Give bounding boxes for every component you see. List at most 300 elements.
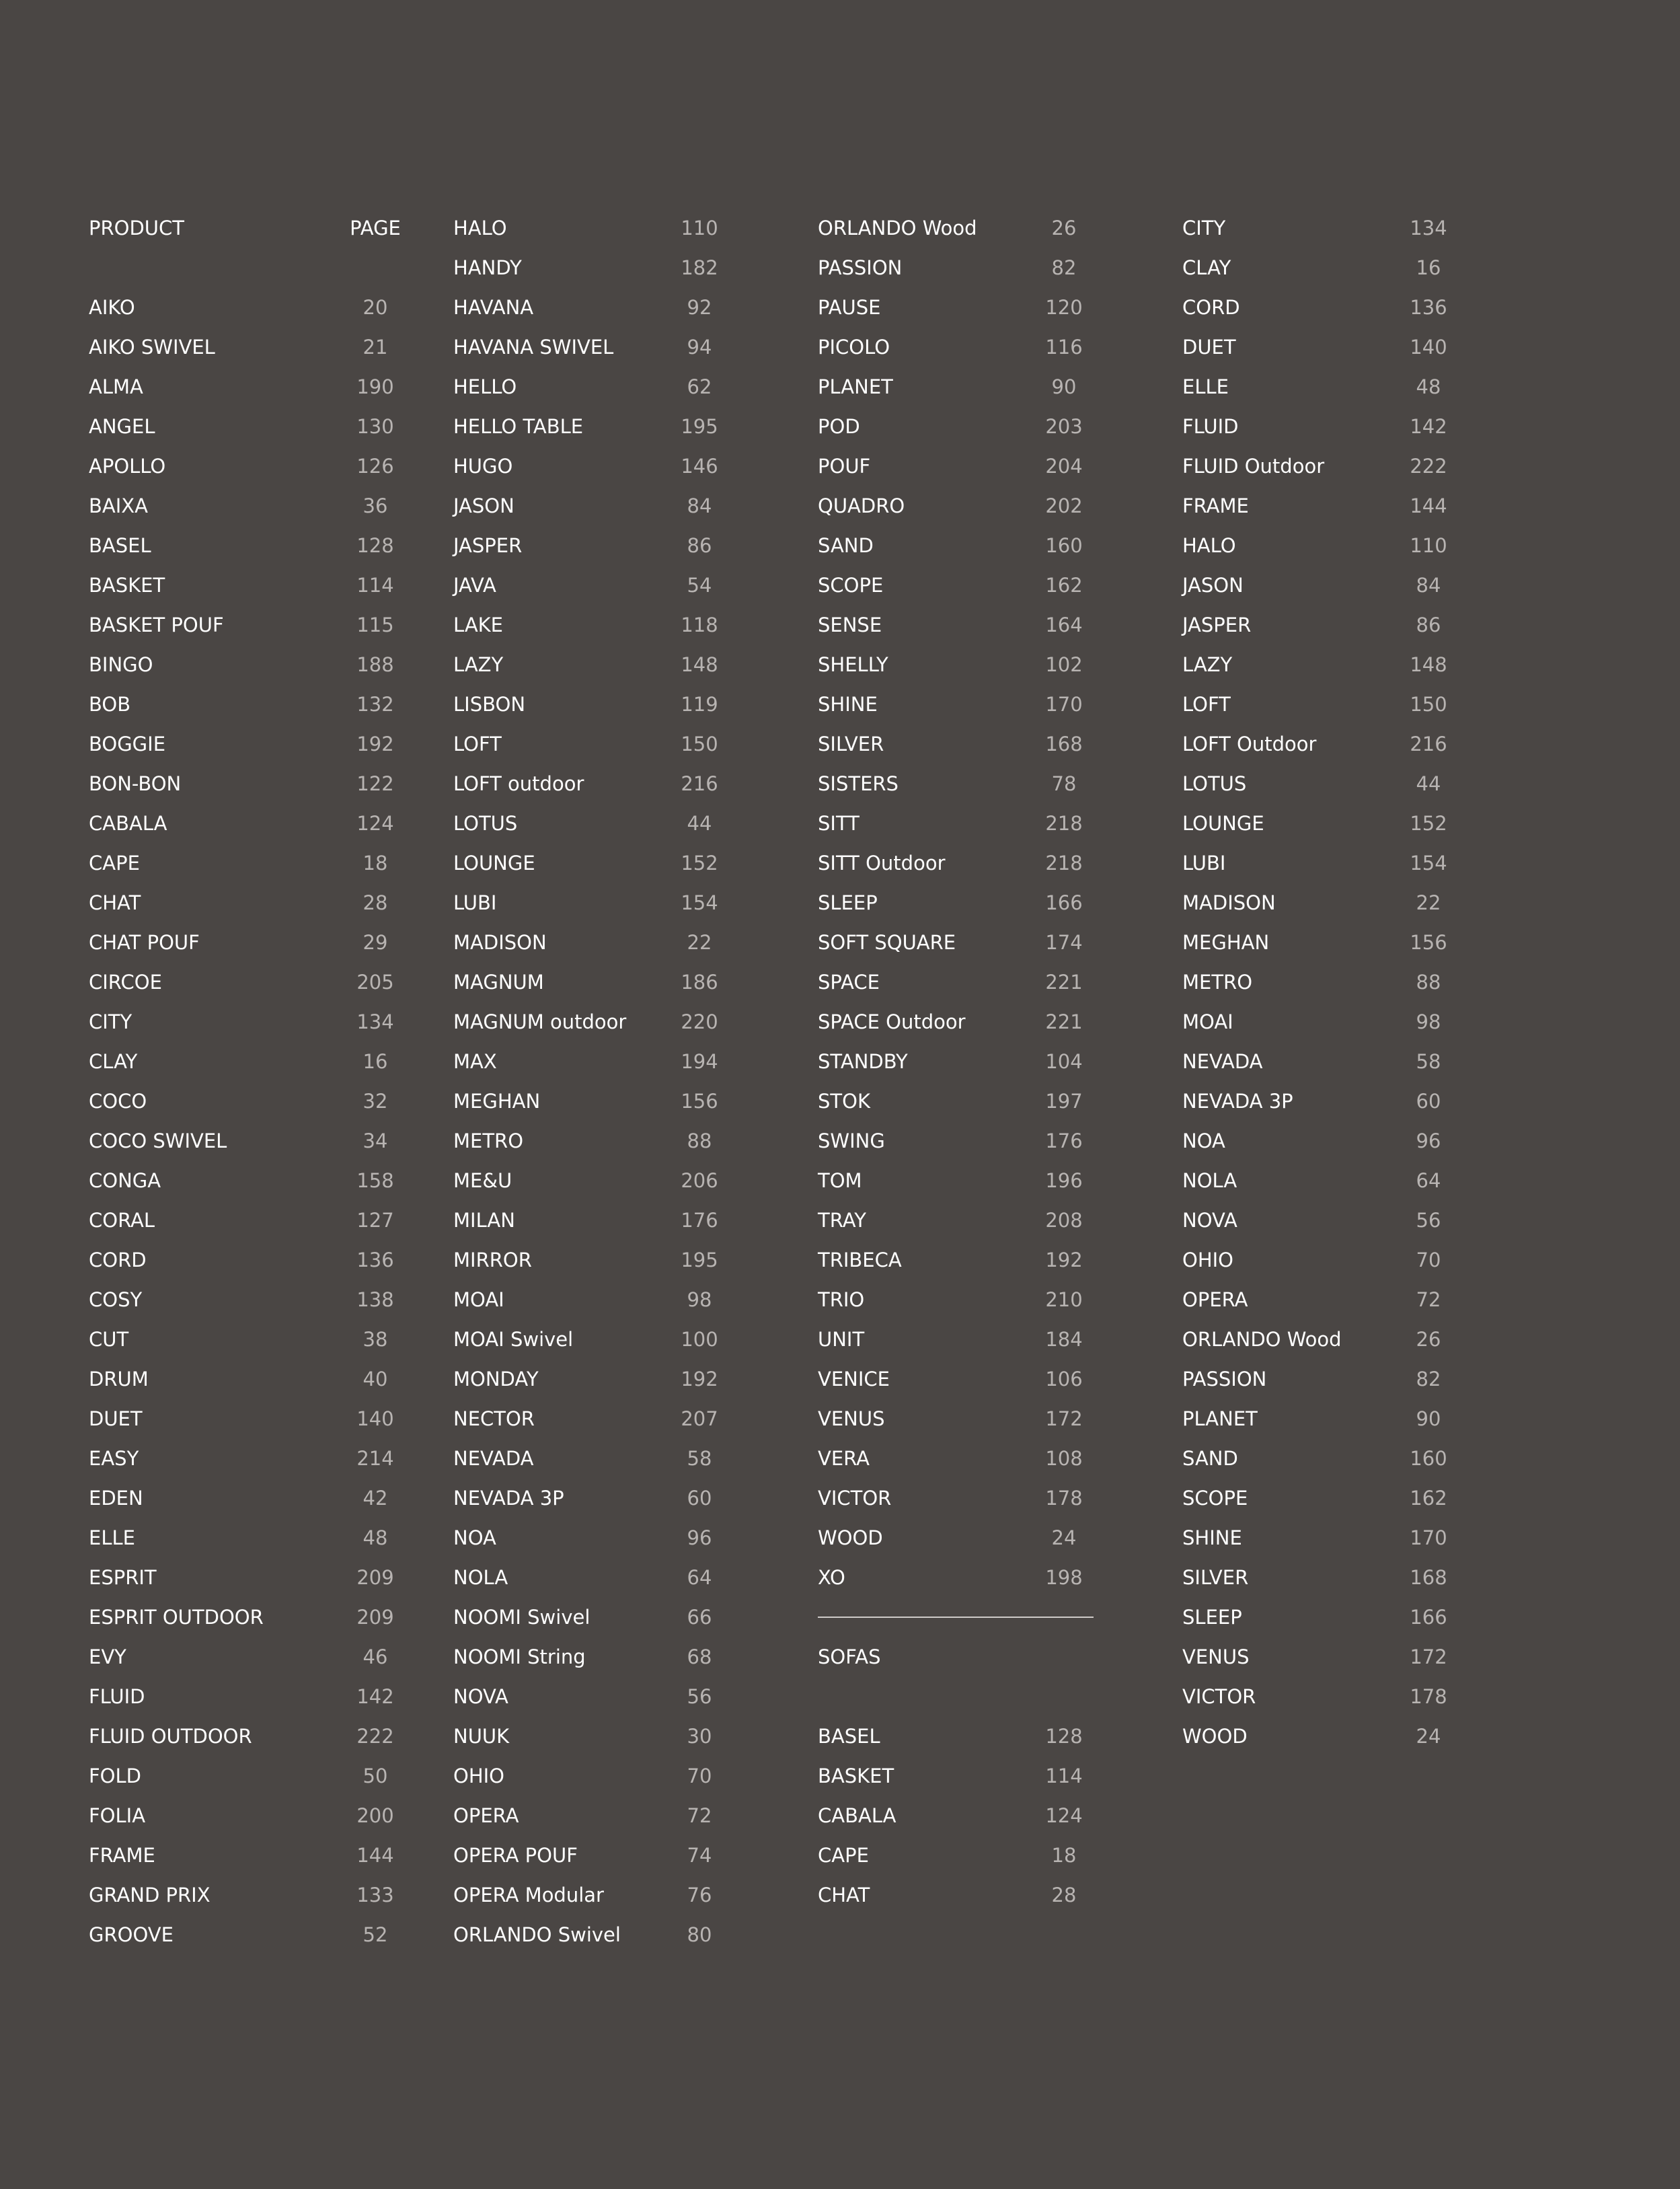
page-number: 78 [1051, 772, 1077, 795]
product-name: SHINE [1182, 1526, 1242, 1549]
product-name: PAUSE [818, 296, 881, 319]
page-number: 36 [362, 494, 388, 517]
page-number: 34 [362, 1129, 388, 1152]
page-number: 166 [1045, 891, 1083, 914]
page-number: 72 [687, 1804, 712, 1827]
product-name: LOFT [453, 733, 502, 755]
page-number: 108 [1045, 1447, 1083, 1470]
product-name: LUBI [453, 891, 497, 914]
product-name: MIRROR [453, 1249, 532, 1271]
page-number: 16 [362, 1050, 388, 1073]
product-name: FRAME [1182, 494, 1249, 517]
product-name: ORLANDO Wood [1182, 1328, 1342, 1351]
page-number: 32 [362, 1090, 388, 1113]
page-number: 221 [1045, 1010, 1083, 1033]
product-name: TRAY [818, 1209, 866, 1232]
page-number: 166 [1410, 1606, 1447, 1629]
list-item [818, 1082, 1094, 1121]
page-number: 172 [1045, 1407, 1083, 1430]
page-number: 82 [1051, 256, 1077, 279]
page-number: 194 [681, 1050, 718, 1073]
product-name: SPACE Outdoor [818, 1010, 966, 1033]
page-number: 128 [356, 534, 394, 557]
product-name: COCO [89, 1090, 147, 1113]
page-number: 154 [681, 891, 718, 914]
list-item [818, 883, 1094, 923]
product-name: HAVANA [453, 296, 534, 319]
product-name: COCO SWIVEL [89, 1129, 227, 1152]
list-item [818, 1796, 1094, 1836]
product-name: SILVER [818, 733, 884, 755]
page-number: 68 [687, 1645, 712, 1668]
product-name: PLANET [1182, 1407, 1258, 1430]
page-number: 200 [356, 1804, 394, 1827]
page-number: 104 [1045, 1050, 1083, 1073]
product-name: COSY [89, 1288, 143, 1311]
page-number: 134 [1410, 217, 1447, 239]
page-number: 44 [1416, 772, 1441, 795]
product-name: SAND [818, 534, 874, 557]
product-name: FRAME [89, 1844, 155, 1867]
product-name: NEVADA 3P [1182, 1090, 1293, 1113]
page-number: 122 [356, 772, 394, 795]
product-name: NOA [453, 1526, 496, 1549]
page-number: 209 [356, 1566, 394, 1589]
page-number: 218 [1045, 852, 1083, 875]
list-item [818, 407, 1094, 447]
product-name: MEGHAN [1182, 931, 1270, 954]
page-number: 110 [1410, 534, 1447, 557]
page-number: 119 [681, 693, 718, 716]
list-item [818, 1280, 1094, 1320]
list-item [818, 1836, 1094, 1876]
list-item [818, 1439, 1094, 1479]
page-number: 142 [1410, 415, 1447, 438]
product-name: HALO [453, 217, 507, 239]
page-number: 162 [1410, 1487, 1447, 1510]
page-number: 192 [1045, 1249, 1083, 1271]
list-item [818, 923, 1094, 963]
product-name: APOLLO [89, 455, 166, 478]
page-number: 156 [681, 1090, 718, 1113]
page-number: 60 [687, 1487, 712, 1510]
page-number: 164 [1045, 614, 1083, 636]
product-name: CORAL [89, 1209, 155, 1232]
page-number: 48 [362, 1526, 388, 1549]
page-number: 154 [1410, 852, 1447, 875]
page-number: 126 [356, 455, 394, 478]
list-item [818, 1518, 1094, 1558]
list-item [818, 486, 1094, 526]
page-number: 40 [362, 1368, 388, 1390]
page-number: 156 [1410, 931, 1447, 954]
product-name: SCOPE [818, 574, 884, 597]
page-number: 144 [1410, 494, 1447, 517]
list-item [818, 1558, 1094, 1598]
product-name: TOM [818, 1169, 862, 1192]
page-number: 184 [1045, 1328, 1083, 1351]
page-number: 118 [681, 614, 718, 636]
list-item [818, 963, 1094, 1002]
product-name: EVY [89, 1645, 126, 1668]
product-name: WOOD [1182, 1725, 1248, 1748]
list-item [818, 288, 1094, 328]
page-number: 168 [1045, 733, 1083, 755]
page-number: 21 [362, 336, 388, 359]
page-number: 56 [687, 1685, 712, 1708]
list-item [818, 1042, 1094, 1082]
page-number: 209 [356, 1606, 394, 1629]
list-item [818, 1756, 1094, 1796]
product-name: HALO [1182, 534, 1236, 557]
product-name: FLUID [1182, 415, 1239, 438]
page-number: 148 [681, 653, 718, 676]
product-name: CABALA [89, 812, 167, 835]
product-name: LOFT Outdoor [1182, 733, 1317, 755]
product-name: DUET [89, 1407, 143, 1430]
product-name: LOTUS [1182, 772, 1247, 795]
page-number: 96 [1416, 1129, 1441, 1152]
product-name: CHAT POUF [89, 931, 200, 954]
product-name: CLAY [1182, 256, 1231, 279]
page-number: 114 [1045, 1765, 1083, 1787]
product-name: NOOMI String [453, 1645, 586, 1668]
product-name: CIRCOE [89, 971, 162, 994]
page-number: 28 [1051, 1884, 1077, 1906]
page-number: 26 [1416, 1328, 1441, 1351]
product-name: LOUNGE [453, 852, 535, 875]
list-item [818, 1161, 1094, 1201]
product-name: NEVADA [1182, 1050, 1263, 1073]
list-item [818, 1002, 1094, 1042]
page-number: 134 [356, 1010, 394, 1033]
page-number: 150 [681, 733, 718, 755]
page-number: 82 [1416, 1368, 1441, 1390]
page-number: 172 [1410, 1645, 1447, 1668]
page-number: 160 [1045, 534, 1083, 557]
product-name: BON-BON [89, 772, 182, 795]
product-name: ORLANDO Wood [818, 217, 977, 239]
product-name: SWING [818, 1129, 885, 1152]
page-number: 174 [1045, 931, 1083, 954]
product-name: FOLD [89, 1765, 141, 1787]
list-item [818, 1360, 1094, 1399]
product-name: SENSE [818, 614, 882, 636]
page-number: 152 [681, 852, 718, 875]
product-name: LUBI [1182, 852, 1226, 875]
product-name: CORD [89, 1249, 147, 1271]
page-number: 54 [687, 574, 712, 597]
list-item [818, 1399, 1094, 1439]
page-number: 192 [356, 733, 394, 755]
product-name: EDEN [89, 1487, 143, 1510]
page-number: 74 [687, 1844, 712, 1867]
product-name: SISTERS [818, 772, 899, 795]
page-number: 130 [356, 415, 394, 438]
product-name: LAKE [453, 614, 504, 636]
page-number: 144 [356, 1844, 394, 1867]
page-number: 216 [1410, 733, 1447, 755]
product-name: ESPRIT OUTDOOR [89, 1606, 264, 1629]
product-name: SITT Outdoor [818, 852, 946, 875]
product-name: CITY [1182, 217, 1226, 239]
product-name: UNIT [818, 1328, 865, 1351]
page-number: 28 [362, 891, 388, 914]
list-col-3 [818, 209, 1094, 1598]
page-number: 96 [687, 1526, 712, 1549]
page-number: 98 [687, 1288, 712, 1311]
page-number: 160 [1410, 1447, 1447, 1470]
product-name: SHELLY [818, 653, 888, 676]
page-number: 80 [687, 1923, 712, 1946]
product-name: FLUID Outdoor [1182, 455, 1325, 478]
product-name: PICOLO [818, 336, 890, 359]
page-number: 128 [1045, 1725, 1083, 1748]
page-number: 170 [1045, 693, 1083, 716]
product-name: OHIO [1182, 1249, 1234, 1271]
product-name: DRUM [89, 1368, 149, 1390]
page-number: 90 [1051, 375, 1077, 398]
product-name: ELLE [1182, 375, 1229, 398]
product-name: CLAY [89, 1050, 138, 1073]
product-name: CAPE [89, 852, 140, 875]
product-name: MOAI [453, 1288, 504, 1311]
page-number: 202 [1045, 494, 1083, 517]
list-item [818, 1201, 1094, 1240]
page-number: 170 [1410, 1526, 1447, 1549]
page-number: 206 [681, 1169, 718, 1192]
page-number: 178 [1410, 1685, 1447, 1708]
page-number: 24 [1051, 1526, 1077, 1549]
product-name: BASKET POUF [89, 614, 224, 636]
product-name: SHINE [818, 693, 878, 716]
page-number: 76 [687, 1884, 712, 1906]
page-number: 190 [356, 375, 394, 398]
page-number: 30 [687, 1725, 712, 1748]
page-number: 142 [356, 1685, 394, 1708]
product-name: GROOVE [89, 1923, 174, 1946]
page-number: 127 [356, 1209, 394, 1232]
product-name: BAIXA [89, 494, 148, 517]
product-name: DUET [1182, 336, 1236, 359]
product-name: MOAI Swivel [453, 1328, 574, 1351]
product-name: HELLO [453, 375, 517, 398]
list-item [818, 1240, 1094, 1280]
page-number: 64 [687, 1566, 712, 1589]
page-number: 136 [1410, 296, 1447, 319]
page-number: 26 [1051, 217, 1077, 239]
page-number: 150 [1410, 693, 1447, 716]
page-number: 94 [687, 336, 712, 359]
list-item [818, 1876, 1094, 1915]
product-name: HANDY [453, 256, 522, 279]
product-name: SITT [818, 812, 860, 835]
page-number: 218 [1045, 812, 1083, 835]
product-name: AIKO SWIVEL [89, 336, 215, 359]
page-number: 196 [1045, 1169, 1083, 1192]
page-number: 62 [687, 375, 712, 398]
page-number: 210 [1045, 1288, 1083, 1311]
product-name: BASKET [818, 1765, 894, 1787]
product-name: WOOD [818, 1526, 883, 1549]
product-name: PLANET [818, 375, 893, 398]
product-name: FLUID [89, 1685, 145, 1708]
page-number: 22 [687, 931, 712, 954]
page-number: 140 [356, 1407, 394, 1430]
page-number: 98 [1416, 1010, 1441, 1033]
product-name: JASON [453, 494, 514, 517]
page-number: 158 [356, 1169, 394, 1192]
page-number: 124 [356, 812, 394, 835]
list-item [818, 844, 1094, 883]
product-name: HUGO [453, 455, 513, 478]
page-number: 48 [1416, 375, 1441, 398]
product-name: CONGA [89, 1169, 161, 1192]
product-name: CORD [1182, 296, 1240, 319]
product-name: CABALA [818, 1804, 896, 1827]
product-name: OHIO [453, 1765, 505, 1787]
product-name: VERA [818, 1447, 870, 1470]
product-name: LAZY [1182, 653, 1233, 676]
page-number: 84 [1416, 574, 1441, 597]
page-number: 178 [1045, 1487, 1083, 1510]
page-number: 110 [681, 217, 718, 239]
page-number: 18 [362, 852, 388, 875]
page-number: 208 [1045, 1209, 1083, 1232]
list-item [818, 725, 1094, 764]
product-name: LOUNGE [1182, 812, 1264, 835]
product-name: TRIO [818, 1288, 865, 1311]
section-divider [818, 1617, 1094, 1618]
list-item [818, 685, 1094, 725]
product-name: SPACE [818, 971, 880, 994]
list-item [818, 447, 1094, 486]
product-name: QUADRO [818, 494, 905, 517]
index-column-3 [818, 209, 1094, 1915]
page-number: 46 [362, 1645, 388, 1668]
product-name: TRIBECA [818, 1249, 902, 1271]
page-number: 84 [687, 494, 712, 517]
page-number: 42 [362, 1487, 388, 1510]
page-number: 216 [681, 772, 718, 795]
page-number: 162 [1045, 574, 1083, 597]
page-number: 146 [681, 455, 718, 478]
page-number: 132 [356, 693, 394, 716]
page-number: 195 [681, 1249, 718, 1271]
product-name: BASKET [89, 574, 165, 597]
product-name: PASSION [818, 256, 903, 279]
list-item [818, 367, 1094, 407]
product-name: NOOMI Swivel [453, 1606, 590, 1629]
product-name: POD [818, 415, 860, 438]
product-name: ESPRIT [89, 1566, 157, 1589]
page-number: 24 [1416, 1725, 1441, 1748]
product-name: LOTUS [453, 812, 518, 835]
product-name: CHAT [89, 891, 141, 914]
list-item [818, 1717, 1094, 1756]
product-name: ALMA [89, 375, 143, 398]
product-name: VICTOR [1182, 1685, 1256, 1708]
page-number: 222 [356, 1725, 394, 1748]
product-name: LAZY [453, 653, 504, 676]
product-name: NOVA [1182, 1209, 1237, 1232]
product-name: NOLA [453, 1566, 508, 1589]
product-name: STANDBY [818, 1050, 908, 1073]
page-number: 50 [362, 1765, 388, 1787]
page-number: 133 [356, 1884, 394, 1906]
product-name: NOVA [453, 1685, 508, 1708]
product-name: MAGNUM [453, 971, 544, 994]
page-number: 70 [1416, 1249, 1441, 1271]
list-item [818, 209, 1094, 248]
page-number: 186 [681, 971, 718, 994]
page-number: 29 [362, 931, 388, 954]
product-name: ANGEL [89, 415, 155, 438]
page-number: 205 [356, 971, 394, 994]
page-number: 116 [1045, 336, 1083, 359]
list-item [818, 1320, 1094, 1360]
page-number: 207 [681, 1407, 718, 1430]
page-number: 115 [356, 614, 394, 636]
page-number: 106 [1045, 1368, 1083, 1390]
product-name: OPERA [1182, 1288, 1248, 1311]
page-number: 124 [1045, 1804, 1083, 1827]
page-number: 70 [687, 1765, 712, 1787]
product-name: NECTOR [453, 1407, 535, 1430]
page-number: 195 [681, 415, 718, 438]
page-number: 18 [1051, 1844, 1077, 1867]
page-number: 16 [1416, 256, 1441, 279]
page-number: 214 [356, 1447, 394, 1470]
product-name: BASEL [89, 534, 151, 557]
list-item [818, 328, 1094, 367]
product-name: FOLIA [89, 1804, 146, 1827]
page-number: 203 [1045, 415, 1083, 438]
page-number: 64 [1416, 1169, 1441, 1192]
product-name: ORLANDO Swivel [453, 1923, 621, 1946]
product-name: MEGHAN [453, 1090, 541, 1113]
page-number: 20 [362, 296, 388, 319]
page-number: 58 [1416, 1050, 1441, 1073]
page-number: 22 [1416, 891, 1441, 914]
product-name: BOB [89, 693, 131, 716]
page-number: 220 [681, 1010, 718, 1033]
page-number: 182 [681, 256, 718, 279]
product-name: AIKO [89, 296, 135, 319]
list-item [818, 645, 1094, 685]
sofas-list-col-3 [818, 1717, 1094, 1915]
product-name: LISBON [453, 693, 526, 716]
page-header: PAGE [350, 217, 401, 239]
page-number: 198 [1045, 1566, 1083, 1589]
page-number: 44 [687, 812, 712, 835]
product-name: ME&U [453, 1169, 512, 1192]
page-number: 192 [681, 1368, 718, 1390]
list-item [818, 1479, 1094, 1518]
product-name: CITY [89, 1010, 132, 1033]
product-name: MILAN [453, 1209, 515, 1232]
product-header: PRODUCT [89, 217, 184, 239]
page-number: 114 [356, 574, 394, 597]
product-name: MOAI [1182, 1010, 1233, 1033]
product-name: NOLA [1182, 1169, 1237, 1192]
page-number: 56 [1416, 1209, 1441, 1232]
page-number: 138 [356, 1288, 394, 1311]
page-number: 120 [1045, 296, 1083, 319]
product-name: VENUS [818, 1407, 885, 1430]
product-name: SLEEP [1182, 1606, 1242, 1629]
list-item [818, 1121, 1094, 1161]
